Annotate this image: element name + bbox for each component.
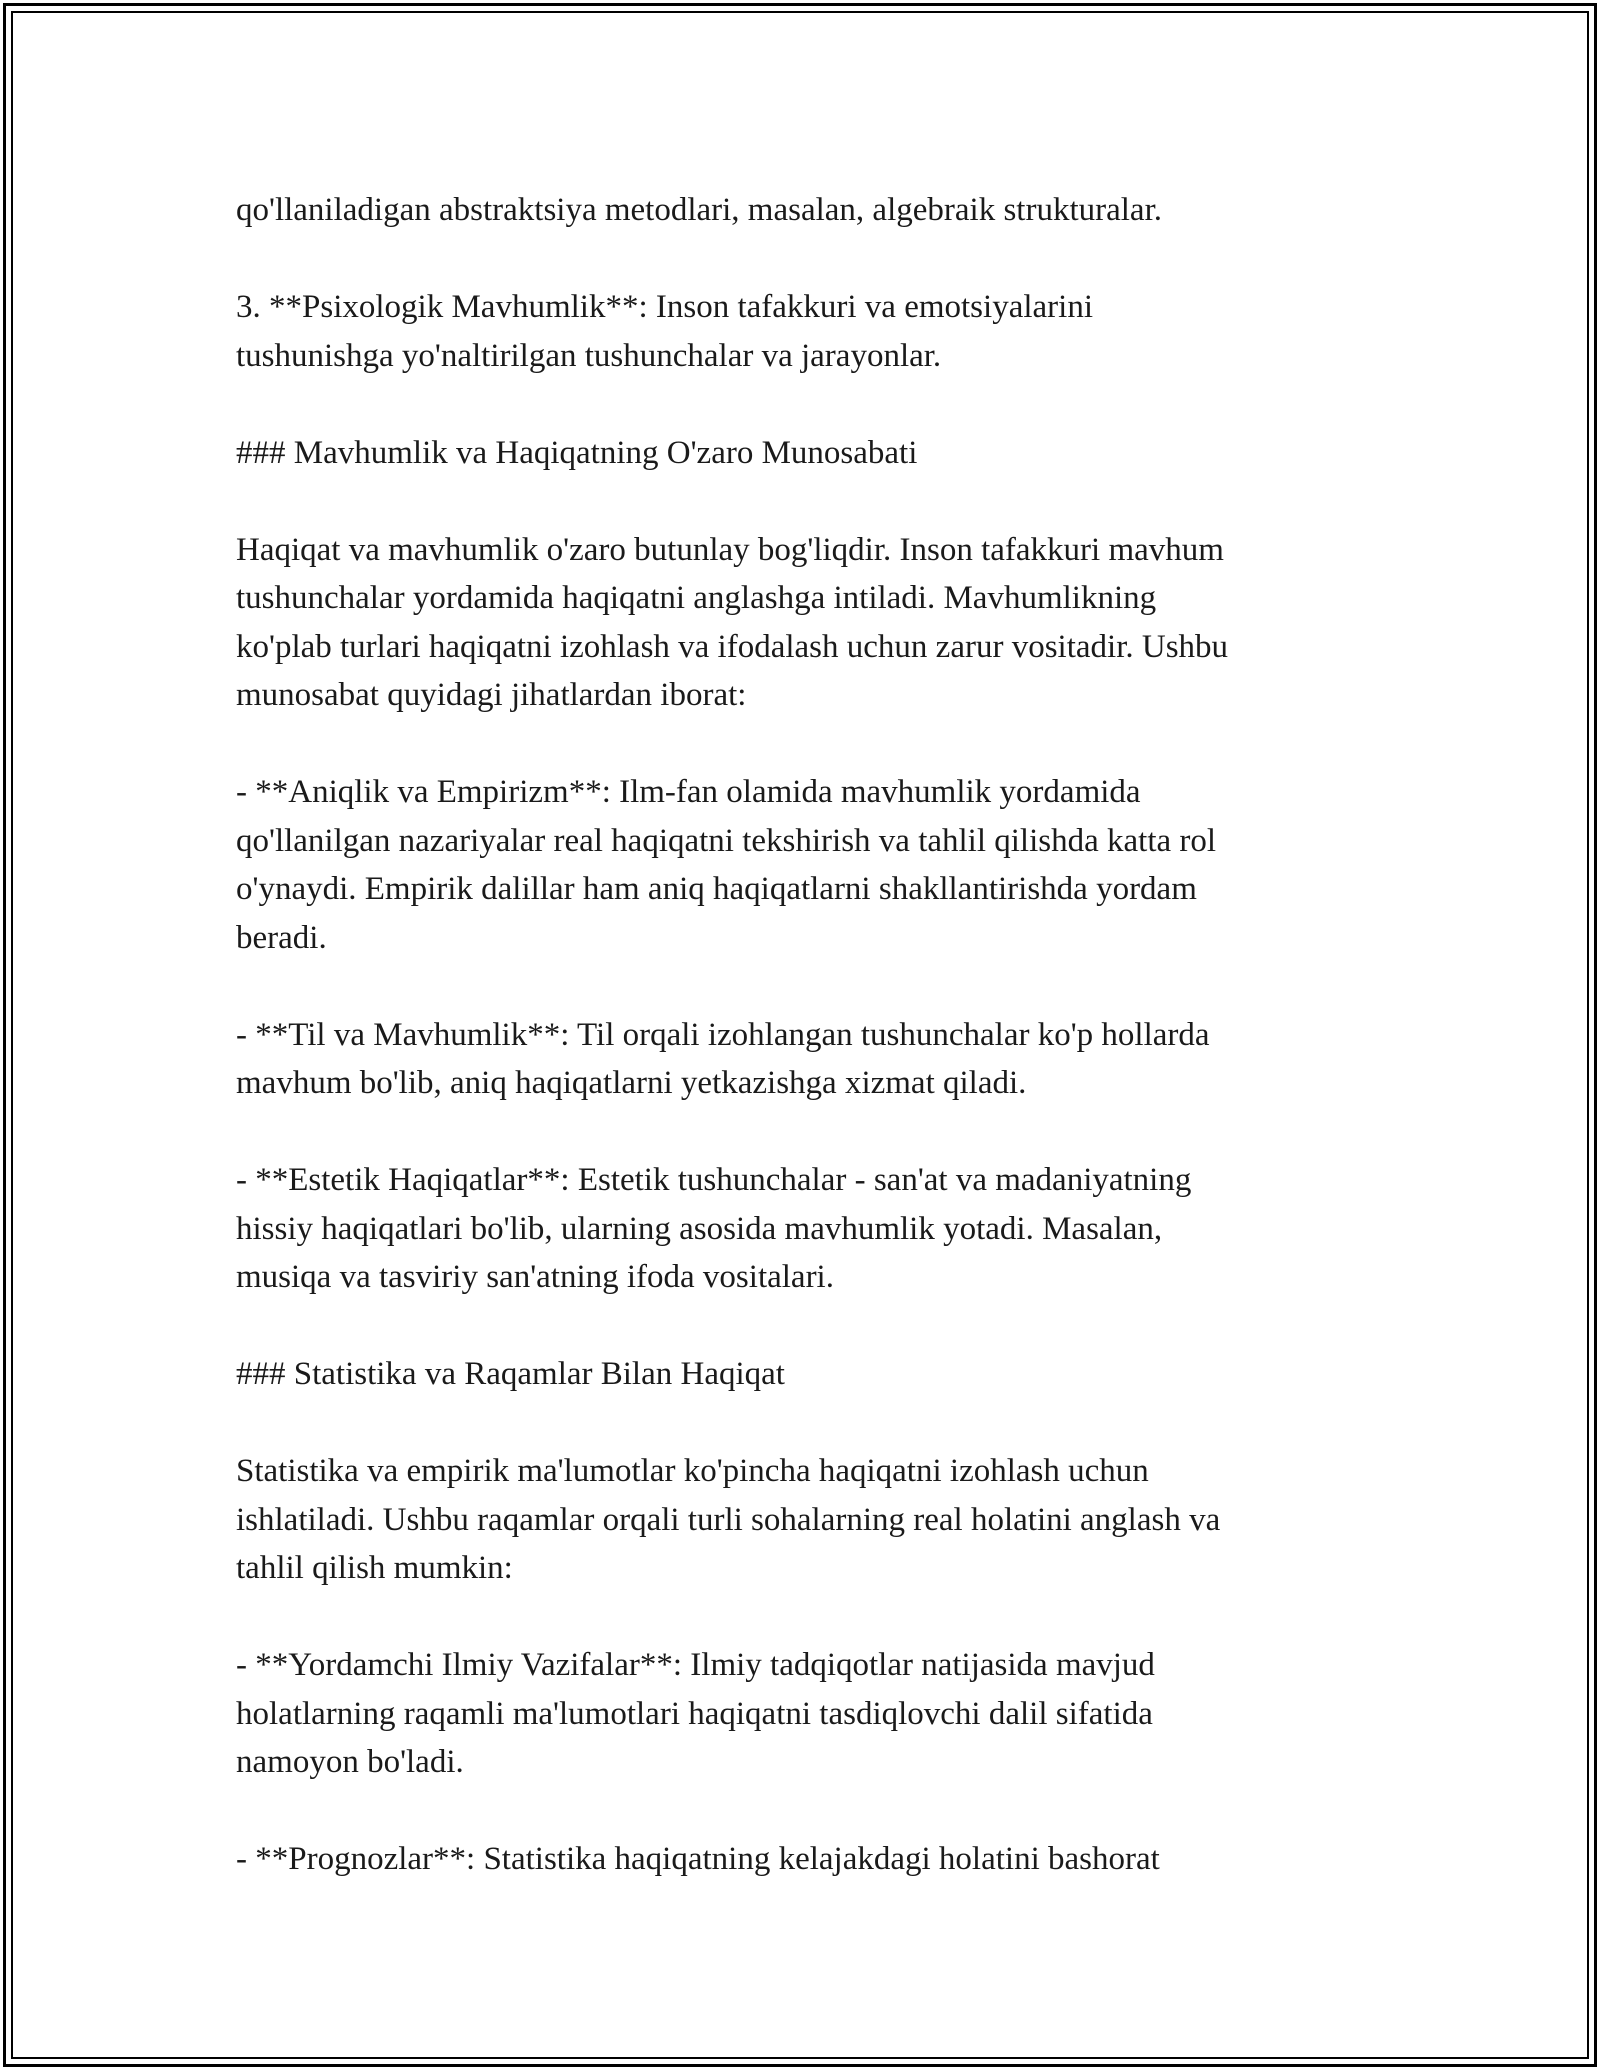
bullet-til-mavhumlik: - **Til va Mavhumlik**: Til orqali izohlangan tushunchalar ko'p hollarda mavhum bo'lib, aniq haqiqatlarni yetkazishga xizmat qiladi.	[236, 1016, 1210, 1101]
section-heading-mavhumlik-haqiqat: ### Mavhumlik va Haqiqatning O'zaro Munosabati	[236, 434, 918, 471]
section-heading-statistika: ### Statistika va Raqamlar Bilan Haqiqat	[236, 1356, 785, 1392]
paragraph-haqiqat-mavhumlik: Haqiqat va mavhumlik o'zaro butunlay bog'liqdir. Inson tafakkuri mavhum tushunchalar yordamida haqiqatni anglashga intiladi. Mavhumlikning ko'plab turlari haqiqatni izohlash va ifodalash uchun zarur vositadir. Ushbu munosabat quyidagi jihatlardan iborat:	[236, 531, 1229, 713]
bullet-aniqlik-empirizm: - **Aniqlik va Empirizm**: Ilm-fan olamida mavhumlik yordamida qo'llanilgan nazariyalar real haqiqatni tekshirish va tahlil qilishda katta rol o'ynaydi. Empirik dalillar ham aniq haqiqatlarni shakllantirishda yordam beradi.	[236, 774, 1217, 956]
bullet-estetik-haqiqatlar: - **Estetik Haqiqatlar**: Estetik tushunchalar - san'at va madaniyatning hissiy haqiqatlari bo'lib, ularning asosida mavhumlik yotadi. Masalan, musiqa va tasviriy san'atning ifoda vositalari.	[236, 1162, 1192, 1295]
paragraph-continuation: qo'llaniladigan abstraktsiya metodlari, masalan, algebraik strukturalar.	[236, 192, 1162, 228]
document-body	[236, 186, 1356, 1884]
list-item-psixologik-mavhumlik: 3. **Psixologik Mavhumlik**: Inson tafakkuri va emotsiyalarini tushunishga yo'naltirilgan tushunchalar va jarayonlar.	[236, 289, 1093, 374]
bullet-prognozlar: - **Prognozlar**: Statistika haqiqatning kelajakdagi holatini bashorat	[236, 1841, 1160, 1877]
bullet-yordamchi-ilmiy-vazifalar: - **Yordamchi Ilmiy Vazifalar**: Ilmiy tadqiqotlar natijasida mavjud holatlarning raqamli ma'lumotlari haqiqatni tasdiqlovchi dalil sifatida namoyon bo'ladi.	[236, 1647, 1155, 1780]
paragraph-statistika: Statistika va empirik ma'lumotlar ko'pincha haqiqatni izohlash uchun ishlatiladi. Ushbu raqamlar orqali turli sohalarning real holatini anglash va tahlil qilish mumkin:	[236, 1453, 1221, 1586]
